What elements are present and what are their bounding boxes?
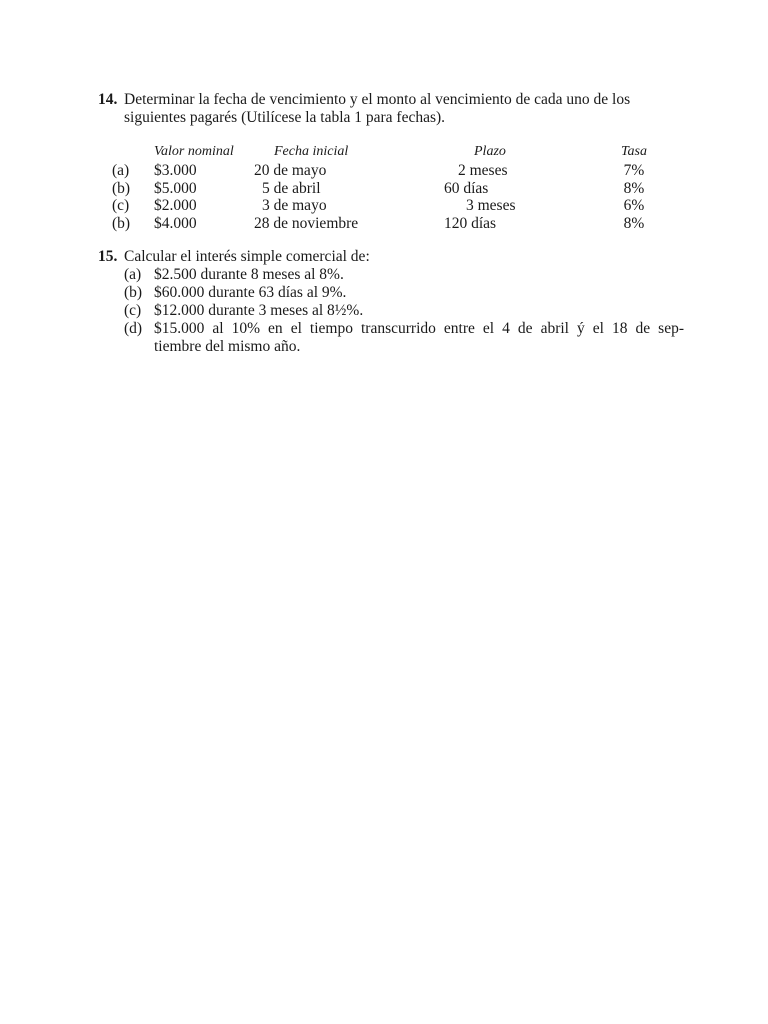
table-row <box>112 180 654 198</box>
row-value: $5.000 <box>154 179 197 197</box>
item-text: $60.000 durante 63 días al 9%. <box>154 284 347 301</box>
item-label: (d) <box>124 320 143 337</box>
row-date: 3 de mayo <box>262 197 327 214</box>
row-date: 5 de abril <box>262 179 321 197</box>
item-text: $12.000 durante 3 meses al 8½%. <box>154 302 364 319</box>
header-valor-nominal: Valor nominal <box>154 144 234 159</box>
row-value: $2.000 <box>154 197 197 214</box>
row-rate: 8% <box>623 179 645 197</box>
header-tasa: Tasa <box>621 144 647 159</box>
item-text-line-1: $15.000 al 10% en el tiempo transcurrido entre el 4 de abril ý el 18 de sep- <box>154 320 684 337</box>
item-text: $2.500 durante 8 meses al 8%. <box>154 266 344 283</box>
item-label: (c) <box>124 302 142 319</box>
problem-14 <box>98 91 698 127</box>
problem-15-text: Calcular el interés simple comercial de: <box>124 248 370 265</box>
problem-15-statement <box>124 248 698 266</box>
item-label: (a) <box>124 266 142 283</box>
row-term: 60 días <box>444 179 489 197</box>
list-item <box>124 302 698 320</box>
row-date: 28 de noviembre <box>254 214 359 232</box>
row-value: $3.000 <box>154 162 197 179</box>
problem-14-statement <box>124 91 698 127</box>
header-fecha-inicial: Fecha inicial <box>274 144 349 159</box>
problem-14-number: 14. <box>98 91 118 108</box>
row-term: 3 meses <box>466 197 516 214</box>
promissory-notes-table <box>112 143 654 232</box>
table-row <box>112 197 654 215</box>
row-rate: 7% <box>623 162 645 179</box>
problem-15-number: 15. <box>98 248 118 265</box>
problem-14-text-line-2: siguientes pagarés (Utilícese la tabla 1 para fechas). <box>124 109 446 126</box>
row-term: 2 meses <box>458 162 508 179</box>
problem-15 <box>98 248 698 356</box>
row-label: (c) <box>112 197 130 214</box>
table-header-row <box>112 143 654 162</box>
row-term: 120 días <box>444 214 497 232</box>
list-item <box>124 320 698 356</box>
list-item <box>124 284 698 302</box>
item-label: (b) <box>124 284 143 301</box>
row-value: $4.000 <box>154 214 197 232</box>
row-rate: 8% <box>623 214 645 232</box>
row-date: 20 de mayo <box>254 162 327 179</box>
row-label: (b) <box>112 214 131 232</box>
table-row <box>112 162 654 180</box>
header-plazo: Plazo <box>474 144 506 159</box>
list-item <box>124 266 698 284</box>
row-label: (b) <box>112 179 131 197</box>
table-row <box>112 215 654 233</box>
problem-14-text-line-1: Determinar la fecha de vencimiento y el monto al vencimiento de cada uno de los <box>124 91 631 108</box>
problem-15-items <box>124 266 698 356</box>
row-rate: 6% <box>623 197 645 214</box>
item-text-line-2: tiembre del mismo año. <box>154 338 301 355</box>
row-label: (a) <box>112 162 130 179</box>
